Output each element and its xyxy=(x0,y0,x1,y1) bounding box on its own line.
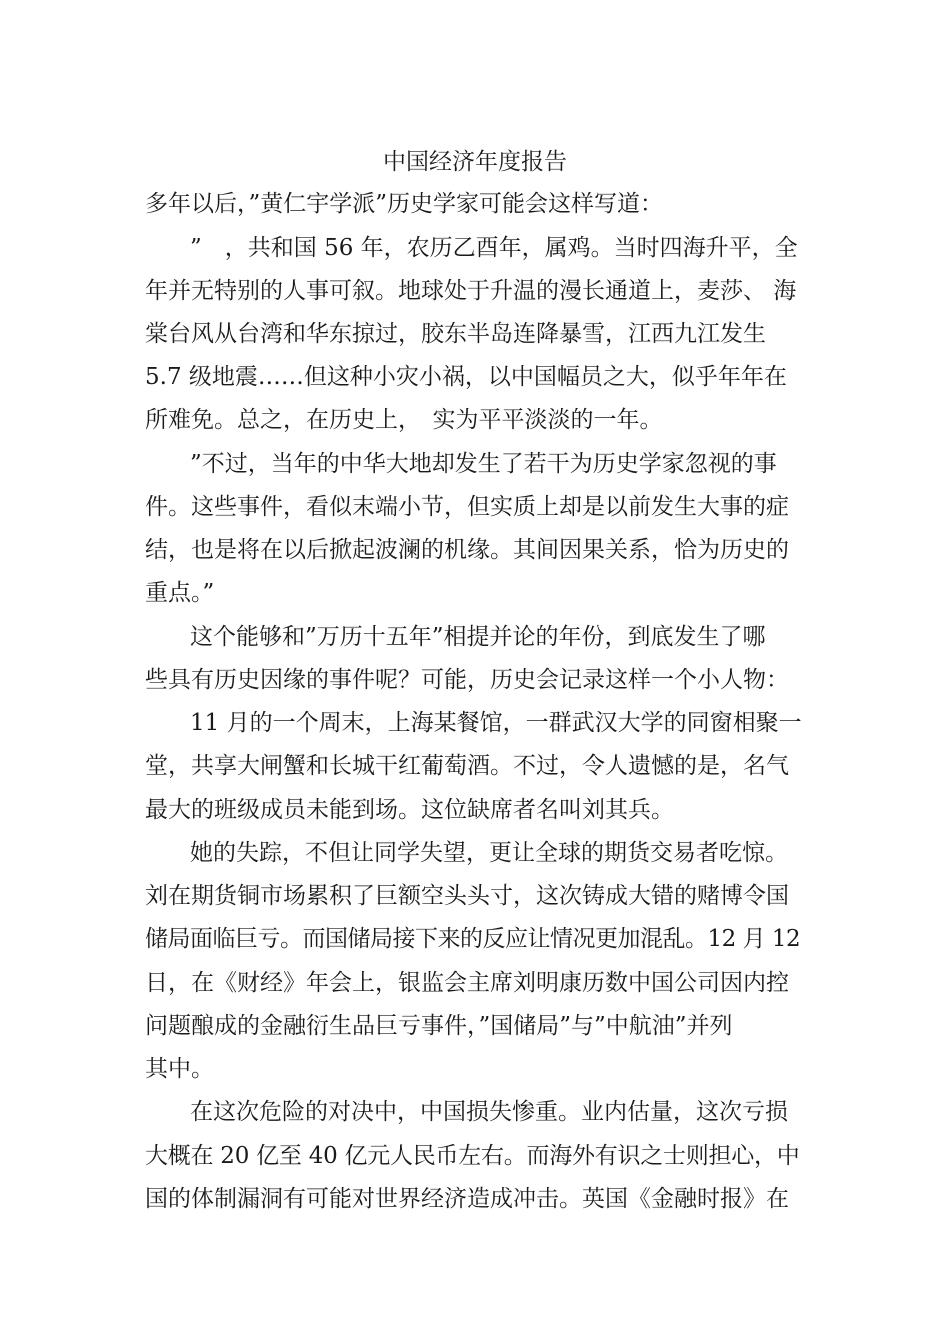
document-title: 中国经济年度报告 xyxy=(383,149,567,175)
text-line: 年并无特别的人事可叙。地球处于升温的漫长通道上，麦莎、 海 xyxy=(145,278,797,304)
text-line: ”不过，当年的中华大地却发生了若干为历史学家忽视的事 xyxy=(190,451,777,477)
text-line: 所难免。总之，在历史上， 实为平平淡淡的一年。 xyxy=(145,407,663,433)
text-line: 其中。 xyxy=(145,1056,214,1082)
text-line: 最大的班级成员未能到场。这位缺席者名叫刘其兵。 xyxy=(145,797,674,823)
text-line: 件。这些事件，看似末端小节，但实质上却是以前发生大事的症 xyxy=(145,494,789,520)
text-line: 问题酿成的金融衍生品巨亏事件，”国储局”与”中航油”并列 xyxy=(145,1013,733,1039)
text-line: 棠台风从台湾和华东掠过，胶东半岛连降暴雪，江西九江发生 xyxy=(145,321,766,347)
text-line: 5.7 级地震……但这种小灾小祸，以中国幅员之大，似乎年年在 xyxy=(145,364,787,390)
text-line: 日，在《财经》年会上，银监会主席刘明康历数中国公司因内控 xyxy=(145,970,789,996)
text-line: 她的失踪，不但让同学失望，更让全球的期货交易者吃惊。 xyxy=(190,840,788,866)
text-line: 这个能够和”万历十五年”相提并论的年份，到底发生了哪 xyxy=(190,624,766,650)
text-line: 储局面临巨亏。而国储局接下来的反应让情况更加混乱。12 月 12 xyxy=(145,926,801,952)
text-line: 重点。” xyxy=(145,580,215,606)
text-line: 大概在 20 亿至 40 亿元人民币左右。而海外有识之士则担心，中 xyxy=(145,1143,800,1169)
text-line: 国的体制漏洞有可能对世界经济造成冲击。英国《金融时报》在 xyxy=(145,1186,789,1212)
text-line: 刘在期货铜市场累积了巨额空头头寸，这次铸成大错的赌博令国 xyxy=(145,883,789,909)
text-line: 些具有历史因缘的事件呢？可能，历史会记录这样一个小人物： xyxy=(145,667,789,693)
text-line: 在这次危险的对决中，中国损失惨重。业内估量，这次亏损 xyxy=(190,1099,788,1125)
text-line: ” ，共和国 56 年，农历乙酉年，属鸡。当时四海升平，全 xyxy=(190,235,798,261)
text-line: 多年以后，”黄仁宇学派”历史学家可能会这样写道： xyxy=(145,191,664,217)
text-line: 堂，共享大闸蟹和长城干红葡萄酒。不过，令人遗憾的是，名气 xyxy=(145,753,789,779)
text-line: 结，也是将在以后掀起波澜的机缘。其间因果关系，恰为历史的 xyxy=(145,537,789,563)
text-line: 11 月的一个周末，上海某餐馆，一群武汉大学的同窗相聚一 xyxy=(190,710,802,736)
